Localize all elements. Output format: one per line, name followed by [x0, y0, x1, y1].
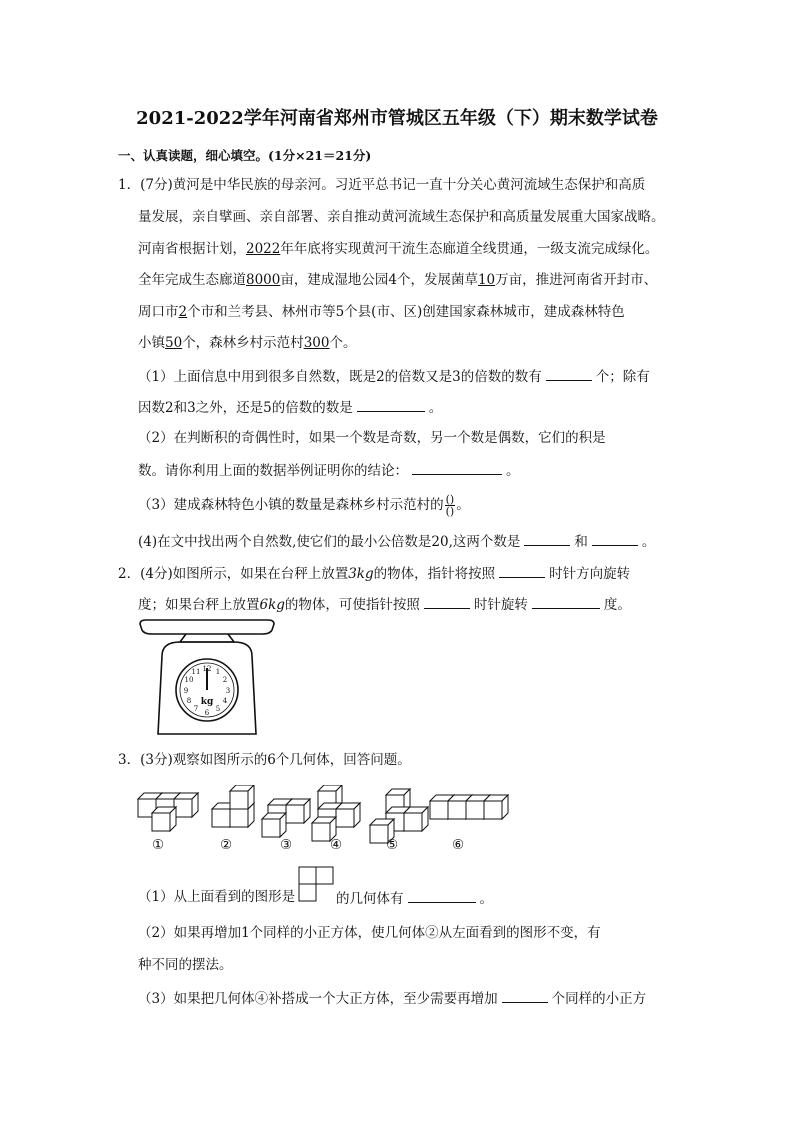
- q1-line-6: 小镇50个，森林乡村示范村300个。: [138, 335, 357, 351]
- underlined-number: 2022: [246, 241, 281, 257]
- unit-cube: [484, 795, 508, 819]
- scale-illustration: [136, 618, 278, 740]
- unit-cube: [262, 813, 286, 837]
- answer-blank[interactable]: [502, 988, 548, 1003]
- section-heading: 一、认真读题，细心填空。(1分×21＝21分): [118, 148, 372, 163]
- dial-number: 3: [225, 687, 231, 695]
- scale-pan: [140, 620, 274, 634]
- underlined-number: 2: [178, 304, 188, 320]
- q1-sub3-line: （3）建成森林特色小镇的数量是森林乡村示范村的 $\frac{()}{()}$ 。: [138, 493, 470, 518]
- underlined-number: 8000: [246, 272, 281, 288]
- shape-label: ④: [330, 837, 343, 853]
- q3-sub3-line: （3）如果把几何体④补搭成一个大正方体，至少需要再增加 个同样的小正方: [138, 988, 646, 1008]
- q1-line-2: 量发展，亲自擘画、亲自部署、亲自推动黄河流域生态保护和高质量发展重大国家战略。: [138, 209, 665, 225]
- top-view-icon: [298, 866, 334, 904]
- underlined-number: 300: [303, 335, 330, 351]
- q3-sub2-line-2: 种不同的摆法。: [138, 957, 233, 973]
- answer-blank[interactable]: [357, 397, 425, 412]
- q3-line-1: 3．(3分)观察如图所示的6个几何体，回答问题。: [118, 752, 411, 768]
- answer-blank[interactable]: [532, 594, 600, 609]
- q1-line-4: 全年完成生态廊道8000亩，建成湿地公园4个，发展菌草10万亩，推进河南省开封市、: [138, 272, 658, 288]
- answer-blank[interactable]: [499, 563, 545, 578]
- fraction-blank[interactable]: $\frac{()}{()}$: [445, 493, 455, 518]
- unit-cube: [286, 799, 310, 823]
- shape-label: ②: [220, 837, 233, 853]
- answer-blank[interactable]: [592, 531, 638, 546]
- answer-blank[interactable]: [408, 888, 476, 903]
- dial-number: 12: [202, 665, 212, 673]
- dial-number: 11: [191, 668, 201, 676]
- answer-blank[interactable]: [524, 531, 570, 546]
- dial-number: 10: [184, 676, 194, 684]
- dial-number: 1: [215, 668, 221, 676]
- q3-sub1-line: （1）从上面看到的图形是: [138, 889, 296, 905]
- answer-blank[interactable]: [412, 460, 502, 475]
- shape-label: ⑥: [452, 837, 465, 853]
- shape-label: ⑤: [386, 837, 399, 853]
- scale-neck: [180, 634, 234, 642]
- underlined-number: 50: [165, 335, 183, 351]
- q1-sub2-line-2: 数。请你利用上面的数据举例证明你的结论： 。: [138, 460, 520, 480]
- dial-number: 7: [193, 705, 199, 713]
- dial-number: 6: [204, 709, 210, 717]
- underlined-number: 10: [477, 272, 496, 288]
- q2-line-1: 2．(4分)如图所示，如果在台秤上放置3kg的物体，指针将按照 时针方向旋转: [118, 563, 630, 583]
- unit-cube: [336, 803, 360, 827]
- q1-line-5: 周口市2个市和兰考县、林州市等5个县(市、区)创建国家森林城市，建成森林特色: [138, 304, 625, 320]
- q3-sub2-line-1: （2）如果再增加1个同样的小正方体，使几何体②从左面看到的图形不变，有: [138, 925, 601, 941]
- dial-number: 4: [222, 697, 228, 705]
- q1-line-1: 1．(7分)黄河是中华民族的母亲河。习近平总书记一直十分关心黄河流域生态保护和高质: [118, 177, 646, 193]
- shape-label: ③: [280, 837, 293, 853]
- dial-number: 2: [222, 676, 228, 684]
- q1-sub1-line-1: （1）上面信息中用到很多自然数，既是2的倍数又是3的倍数的数有 个；除有: [138, 366, 650, 386]
- q1-sub1-line-2: 因数2和3之外，还是5的倍数的数是 。: [138, 397, 442, 417]
- unit-cube: [404, 807, 428, 831]
- answer-blank[interactable]: [424, 594, 470, 609]
- shape-label: ①: [152, 837, 165, 853]
- unit-cube: [174, 793, 198, 817]
- q1-sub4-line: (4)在文中找出两个自然数,使它们的最小公倍数是20,这两个数是 和 。: [138, 531, 655, 551]
- unit-cube: [230, 785, 254, 809]
- q3-sub1-line-b: 的几何体有 。: [336, 888, 493, 908]
- q2-line-2: 度；如果台秤上放置6kg的物体，可使指针按照 时针旋转 度。: [138, 594, 631, 614]
- q1-line-3: 河南省根据计划，2022年年底将实现黄河干流生态廊道全线贯通，一级支流完成绿化。: [138, 241, 659, 257]
- unit-cube: [152, 807, 176, 831]
- answer-blank[interactable]: [546, 366, 592, 381]
- dial-unit: kg: [200, 697, 214, 707]
- q1-sub2-line-1: （2）在判断积的奇偶性时，如果一个数是奇数，另一个数是偶数，它们的积是: [138, 430, 606, 446]
- dial-number: 9: [183, 687, 189, 695]
- dial-number: 5: [215, 705, 221, 713]
- dial-number: 8: [186, 697, 192, 705]
- page-title: 2021-2022学年河南省郑州市管城区五年级（下）期末数学试卷: [136, 108, 658, 129]
